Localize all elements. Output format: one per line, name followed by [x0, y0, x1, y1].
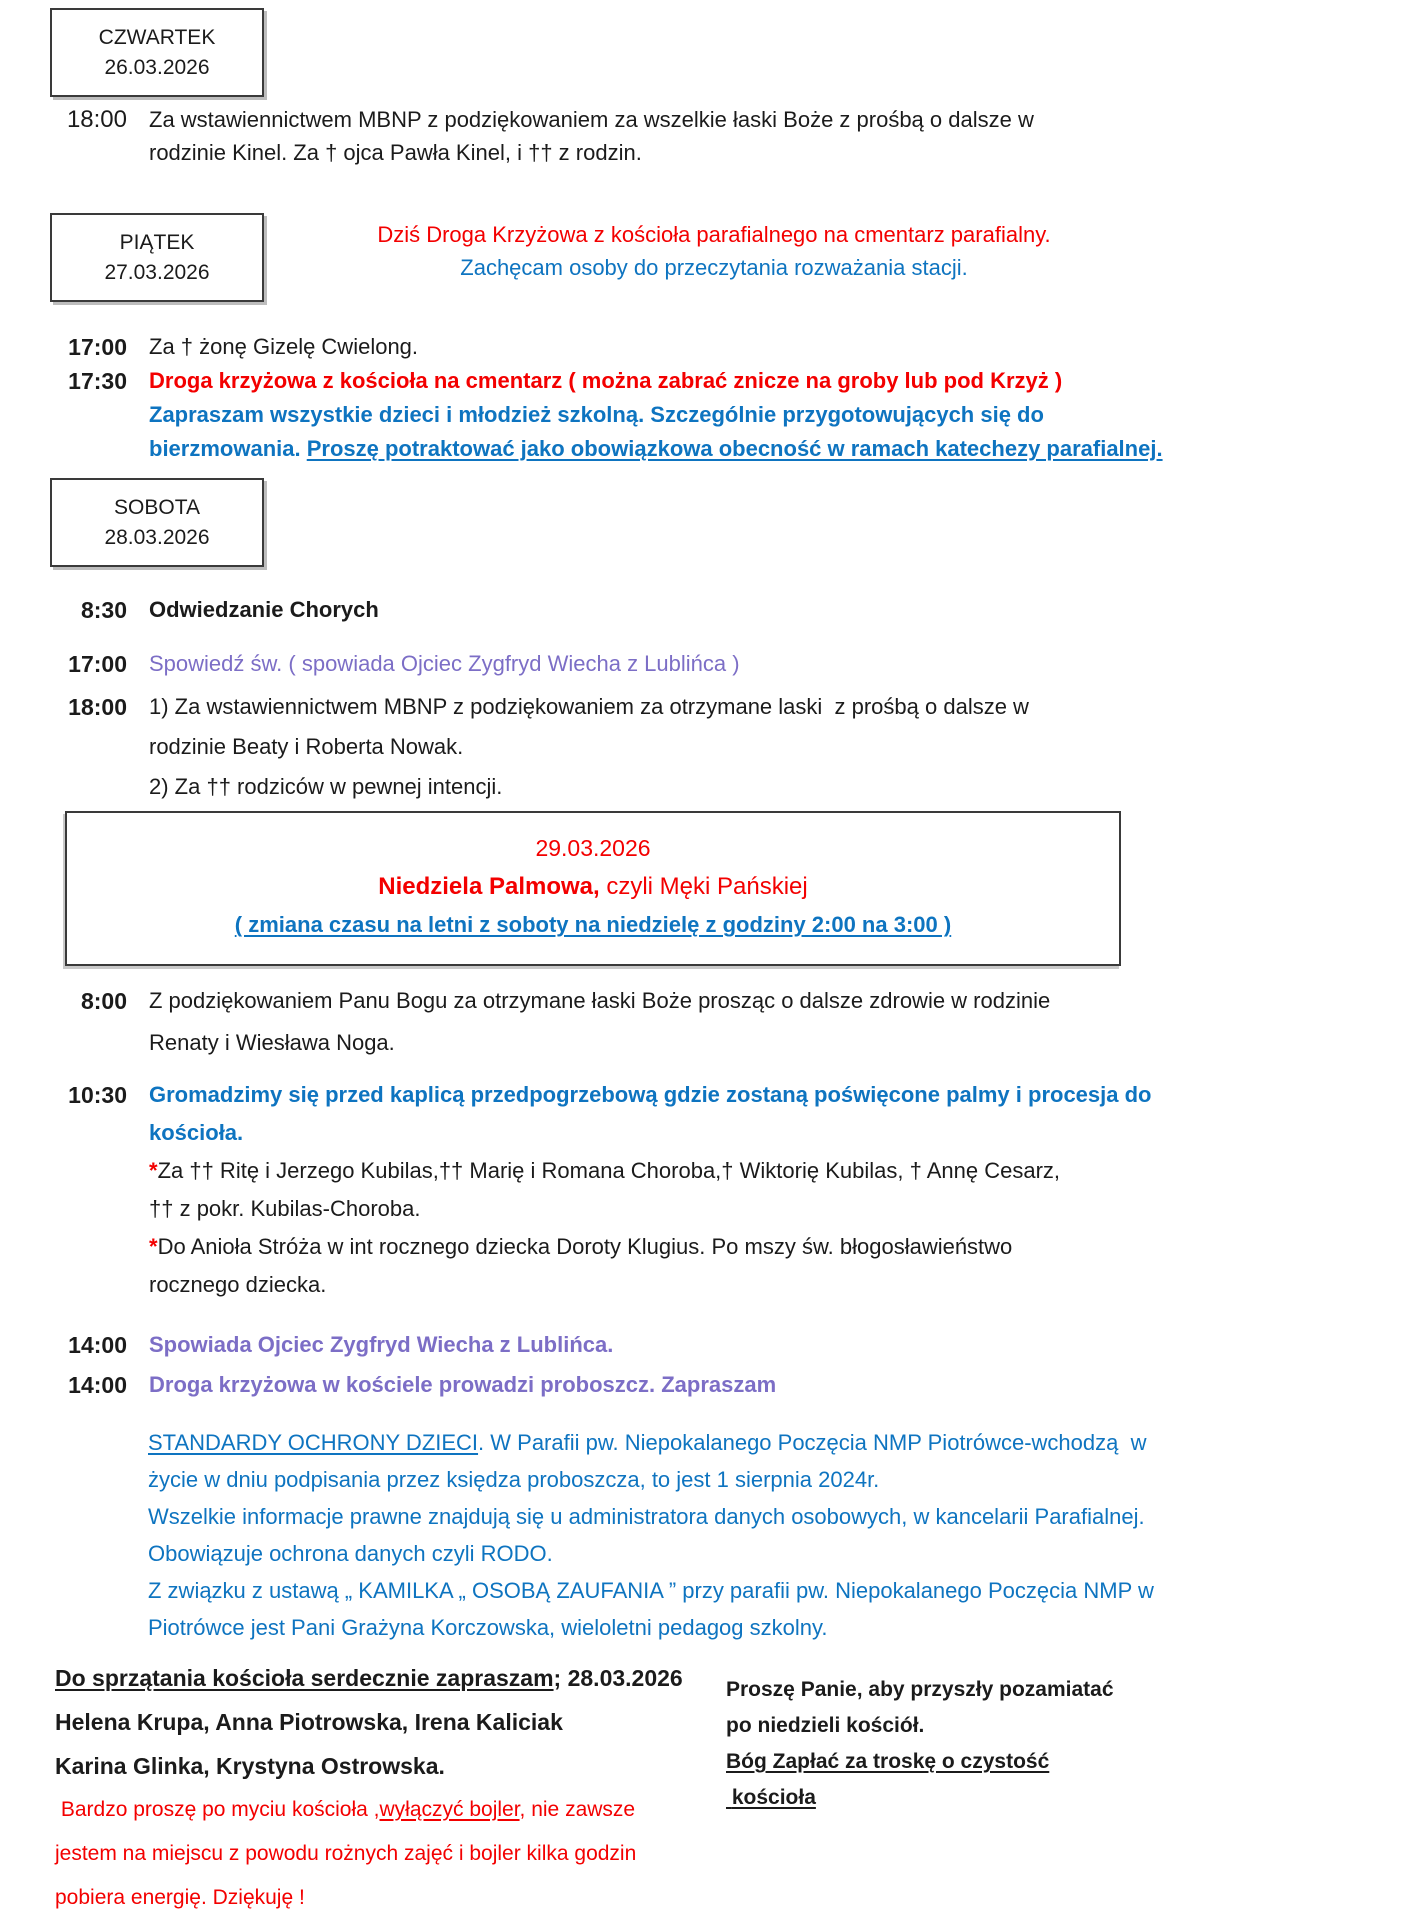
- standards-line: Z związku z ustawą „ KAMILKA „ OSOBĄ ZAUFANIA ” przy parafii pw. Niepokalanego Poczęcia NMP w: [148, 1578, 1154, 1603]
- bottom-notes: [55, 1656, 1427, 1920]
- friday-texts: [149, 330, 1163, 466]
- friday-schedule: [0, 330, 1427, 466]
- procession-line: kościoła.: [149, 1120, 244, 1145]
- intention-line: †† z pokr. Kubilas-Choroba.: [149, 1196, 421, 1221]
- friday-note-blue: Zachęcam osoby do przeczytania rozważania stacji.: [460, 255, 968, 280]
- boiler-warning: [55, 1788, 720, 1920]
- event-time: 17:30: [68, 368, 127, 394]
- event-time: 17:00: [68, 651, 127, 677]
- mass-time: 10:30: [68, 1082, 127, 1108]
- confession-info: Spowiada Ojciec Zygfryd Wiecha z Lublińca.: [149, 1332, 614, 1357]
- cleaning-names: Helena Krupa, Anna Piotrowska, Irena Kaliciak: [55, 1709, 563, 1735]
- sick-visits-row: [0, 593, 1427, 627]
- friday-header: [0, 213, 1427, 302]
- mass-row-sunday-1030: [0, 1076, 1427, 1304]
- cleaning-section: [55, 1656, 720, 1920]
- palm-sunday-banner: [65, 811, 1121, 966]
- procession-line: Gromadzimy się przed kaplicą przedpogrzebową gdzie zostaną poświęcone palmy i procesja do: [149, 1082, 1152, 1107]
- intention-line: rodzinie Beaty i Roberta Nowak.: [149, 734, 464, 759]
- event-time: 14:00: [68, 1372, 127, 1398]
- confession-info: Spowiedź św. ( spowiada Ojciec Zygfryd Wiecha z Lublińca ): [149, 651, 740, 676]
- event-time: 14:00: [68, 1332, 127, 1358]
- day-date: 27.03.2026: [104, 261, 210, 284]
- mass-details: [149, 1076, 1151, 1304]
- standards-line: Wszelkie informacje prawne znajdują się u administratora danych osobowych, w kancelarii Parafialnej.: [148, 1504, 1145, 1529]
- parish-announcements-page: [0, 8, 1427, 1928]
- day-date: 28.03.2026: [104, 526, 210, 549]
- event-time: 8:30: [80, 597, 127, 623]
- day-name: SOBOTA: [114, 496, 200, 519]
- day-box-friday: [50, 213, 264, 302]
- mass-time: 17:00: [68, 334, 127, 360]
- day-box-saturday: [50, 478, 264, 567]
- red-asterisk: *: [149, 1158, 158, 1183]
- intention-line: rocznego dziecka.: [149, 1272, 327, 1297]
- day-name: CZWARTEK: [98, 26, 216, 49]
- mass-intention: [149, 980, 1050, 1064]
- boiler-warning-line: Bardzo proszę po myciu kościoła ,wyłączyć bojler, nie zawsze: [55, 1798, 636, 1821]
- friday-times: [55, 330, 127, 398]
- intention-line: 1) Za wstawiennictwem MBNP z podziękowaniem za otrzymane laski z prośbą o dalsze w: [149, 694, 1029, 719]
- boiler-warning-line: jestem na miejscu z powodu rożnych zajęć i bojler kilka godzin: [55, 1842, 637, 1865]
- invitation-line: Zapraszam wszystkie dzieci i młodzież szkolną. Szczególnie przygotowujących się do: [149, 402, 1044, 427]
- intention-line: Za wstawiennictwem MBNP z podziękowaniem za wszelkie łaski Boże z prośbą o dalsze w: [149, 107, 1034, 132]
- friday-note-red: Dziś Droga Krzyżowa z kościoła parafialnego na cmentarz parafialny.: [377, 222, 1051, 247]
- banner-title: Niedziela Palmowa, czyli Męki Pańskiej: [378, 873, 808, 900]
- intention-line: *Do Anioła Stróża w int rocznego dziecka Doroty Klugius. Po mszy św. błogosławieństwo: [149, 1234, 1013, 1259]
- stations-row-sunday: [0, 1368, 1427, 1402]
- friday-note: [264, 213, 1164, 284]
- standards-line: STANDARDY OCHRONY DZIECI. W Parafii pw. Niepokalanego Poczęcia NMP Piotrówce-wchodzą w: [148, 1430, 1147, 1455]
- stations-info: Droga krzyżowa w kościele prowadzi proboszcz. Zapraszam: [149, 1372, 777, 1397]
- banner-date: 29.03.2026: [535, 835, 651, 861]
- sweeping-line: Bóg Zapłać za troskę o czystość: [726, 1750, 1050, 1773]
- mass-intention: [149, 103, 1034, 169]
- sick-visits-label: Odwiedzanie Chorych: [149, 597, 379, 622]
- child-protection-standards: [148, 1424, 1427, 1646]
- sweeping-line: po niedzieli kościół.: [726, 1714, 925, 1737]
- standards-line: życie w dniu podpisania przez księdza proboszcza, to jest 1 sierpnia 2024r.: [148, 1467, 880, 1492]
- sweeping-note: [726, 1656, 1206, 1920]
- day-box-thursday: [50, 8, 264, 97]
- intention-line: Renaty i Wiesława Noga.: [149, 1030, 395, 1055]
- banner-time-change: ( zmiana czasu na letni z soboty na niedzielę z godziny 2:00 na 3:00 ): [234, 912, 952, 937]
- intention-line: Z podziękowaniem Panu Bogu za otrzymane łaski Boże prosząc o dalsze zdrowie w rodzinie: [149, 988, 1051, 1013]
- day-name: PIĄTEK: [119, 231, 195, 254]
- day-date: 26.03.2026: [104, 56, 210, 79]
- cleaning-names: Karina Glinka, Krystyna Ostrowska.: [55, 1753, 445, 1779]
- mass-row-sunday-0800: [0, 980, 1427, 1064]
- intention-line: Za † żonę Gizelę Cwielong.: [149, 334, 419, 359]
- sweeping-line: kościoła: [726, 1786, 816, 1809]
- red-asterisk: *: [149, 1234, 158, 1259]
- boiler-warning-line: pobiera energię. Dziękuję !: [55, 1886, 305, 1909]
- standards-heading: STANDARDY OCHRONY DZIECI: [148, 1430, 479, 1455]
- mass-time: 18:00: [66, 106, 127, 133]
- intention-line: *Za †† Ritę i Jerzego Kubilas,†† Marię i Romana Choroba,† Wiktorię Kubilas, † Annę Cesarz,: [149, 1158, 1061, 1183]
- cleaning-heading: Do sprzątania kościoła serdecznie zapraszam; 28.03.2026: [55, 1665, 683, 1691]
- mass-row-thursday-1800: [0, 103, 1427, 169]
- obligation-line: bierzmowania. Proszę potraktować jako obowiązkowa obecność w ramach katechezy parafialnej.: [149, 436, 1163, 461]
- stations-cemetery-line: Droga krzyżowa z kościoła na cmentarz ( można zabrać znicze na groby lub pod Krzyż ): [149, 368, 1063, 393]
- mass-intentions: [149, 687, 1029, 807]
- intention-line: rodzinie Kinel. Za † ojca Pawła Kinel, i †† z rodzin.: [149, 140, 642, 165]
- standards-line: Obowiązuje ochrona danych czyli RODO.: [148, 1541, 553, 1566]
- confession-row-sunday: [0, 1328, 1427, 1362]
- mass-time: 8:00: [80, 988, 127, 1014]
- confession-row-saturday: [0, 647, 1427, 681]
- intention-line: 2) Za †† rodziców w pewnej intencji.: [149, 774, 503, 799]
- mass-row-saturday-1800: [0, 687, 1427, 807]
- sweeping-line: Proszę Panie, aby przyszły pozamiatać: [726, 1678, 1114, 1701]
- mass-time: 18:00: [68, 694, 127, 720]
- standards-line: Piotrówce jest Pani Grażyna Korczowska, wieloletni pedagog szkolny.: [148, 1615, 828, 1640]
